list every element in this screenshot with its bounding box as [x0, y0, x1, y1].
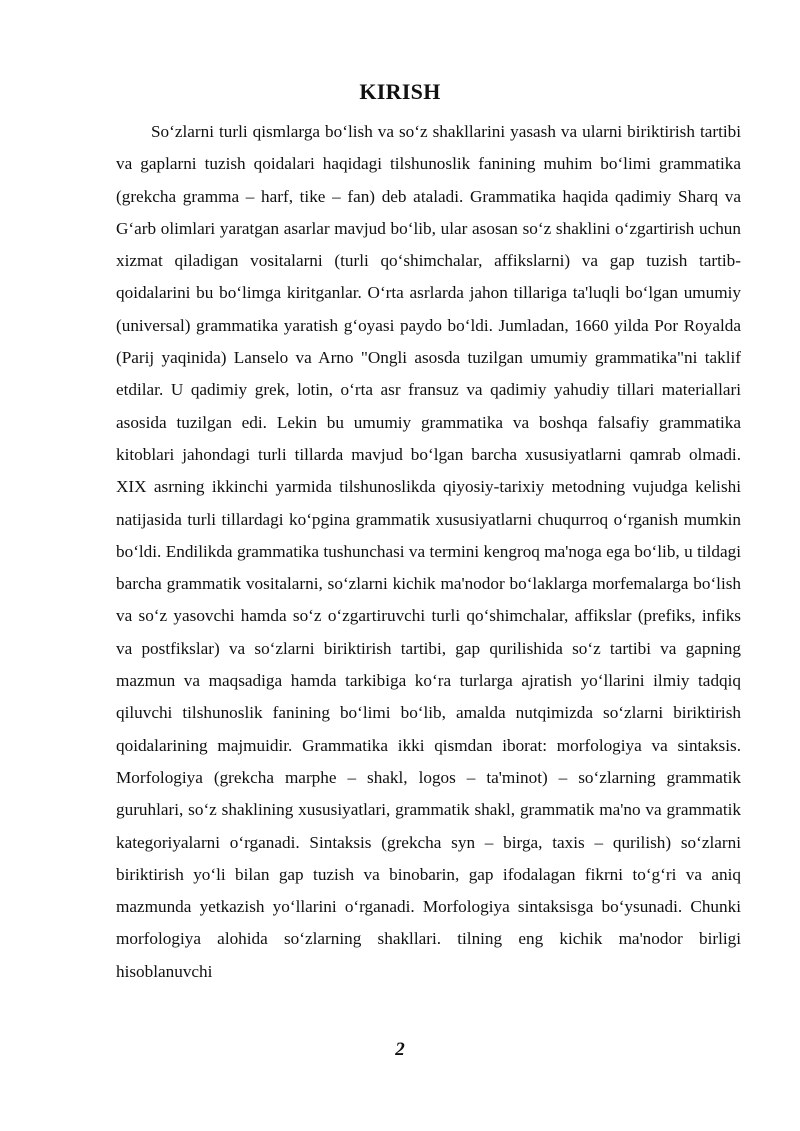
- page-number: 2: [395, 1039, 405, 1060]
- body-paragraph: So‘zlarni turli qismlarga bo‘lish va so‘z shakllarini yasash va ularni biriktirish tartibi va gaplarni tuzish qoidalari haqidagi tilshunoslik fanining muhim bo‘limi grammatika (grekcha gramma – harf, tike – fan) deb ataladi. Grammatika haqida qadimiy Sharq va G‘arb olimlari yaratgan asarlar mavjud bo‘lib, ular asosan so‘z shaklini o‘zgartirish uchun xizmat qiladigan vositalarni (turli qo‘shimchalar, affikslarni) va gap tuzish tartib-qoidalarini bu bo‘limga kiritganlar. O‘rta asrlarda jahon tillariga ta'luqli bo‘lgan umumiy (universal) grammatika yaratish g‘oyasi paydo bo‘ldi. Jumladan, 1660 yilda Por Royalda (Parij yaqinida) Lanselo va Arno "Ongli asosda tuzilgan umumiy grammatika"ni taklif etdilar. U qadimiy grek, lotin, o‘rta asr fransuz va qadimiy yahudiy tillari materiallari asosida tuzilgan edi. Lekin bu umumiy grammatika va boshqa falsafiy grammatika kitoblari jahondagi turli tillarda mavjud bo‘lgan barcha xususiyatlarni qamrab olmadi. XIX asrning ikkinchi yarmida tilshunoslikda qiyosiy-tarixiy metodning vujudga kelishi natijasida turli tillardagi ko‘pgina grammatik xususiyatlarni chuqurroq o‘rganish mumkin bo‘ldi. Endilikda grammatika tushunchasi va termini kengroq ma'noga ega bo‘lib, u tildagi barcha grammatik vositalarni, so‘zlarni kichik ma'nodor bo‘laklarga morfemalarga bo‘lish va so‘z yasovchi hamda so‘z o‘zgartiruvchi turli qo‘shimchalar, affikslar (prefiks, infiks va postfikslar) va so‘zlarni biriktirish tartibi, gap qurilishida so‘z tartibi va gapning mazmun va maqsadiga hamda tarkibiga ko‘ra turlarga ajratish yo‘llarini ilmiy tadqiq qiluvchi tilshunoslik fanining bo‘limi bo‘lib, amalda nutqimizda so‘zlarni biriktirish qoidalarining majmuidir. Grammatika ikki qismdan iborat: morfologiya va sintaksis. Morfologiya (grekcha marphe – shakl, logos – ta'minot) – so‘zlarning grammatik guruhlari, so‘z shaklining xususiyatlari, grammatik shakl, grammatik ma'no va grammatik kategoriyalarni o‘rganadi. Sintaksis (grekcha syn – birga, taxis – qurilish) so‘zlarni biriktirish yo‘li bilan gap tuzish va binobarin, gap ifodalagan fikrni to‘g‘ri va aniq mazmunda yetkazish yo‘llarini o‘rganadi. Morfologiya sintaksisga bo‘ysunadi. Chunki morfologiya alohida so‘zlarning shakllari. tilning eng kichik ma'nodor birligi hisoblanuvchi: [116, 122, 741, 981]
- page-title: KIRISH: [359, 79, 441, 104]
